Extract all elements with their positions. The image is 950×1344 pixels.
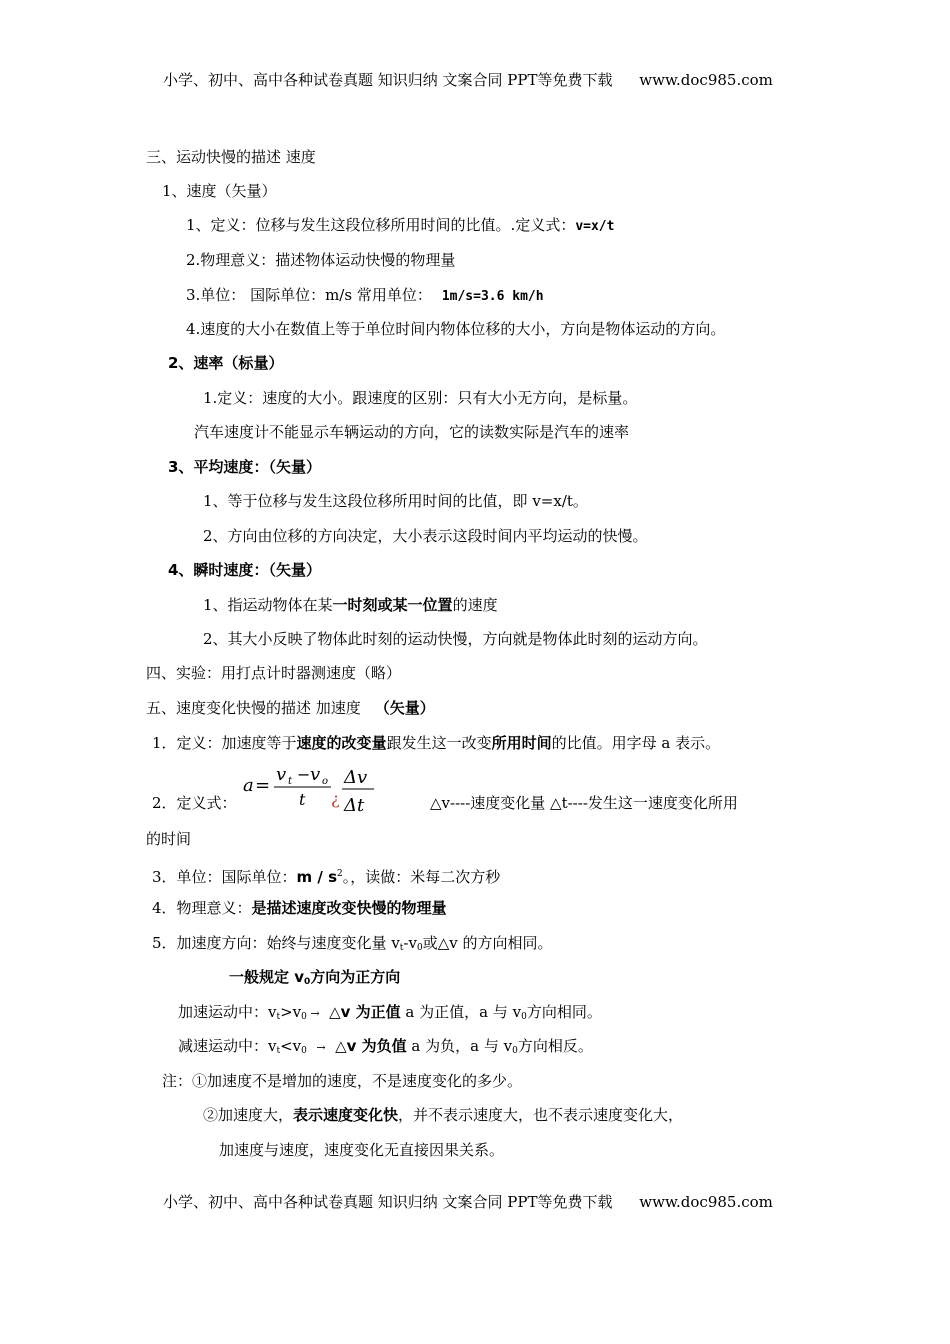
accelerating-motion [178, 1002, 602, 1027]
acc-motion-b: >v [280, 1003, 302, 1021]
acc-dir-c: 或△v 的方向相同。 [422, 934, 553, 952]
formula-delta-v: Δv [344, 767, 368, 788]
formula-eq: = [255, 775, 271, 796]
rule-a: 一般规定 v [229, 968, 305, 986]
formula-vo: v [310, 764, 321, 785]
dec-motion-bold: △v 为负值 [335, 1037, 407, 1055]
dec-motion-b: <v [280, 1037, 302, 1055]
dec-motion-arrow: → [312, 1041, 330, 1054]
acc-units-sup: 2 [337, 869, 343, 879]
note-2-c: ，并不表示速度大，也不表示速度变化大， [398, 1106, 684, 1124]
acc-units-value: m / s [296, 868, 338, 886]
acc-motion-bold: △v 为正值 [329, 1003, 401, 1021]
section-4-title: 四、实验：用打点计时器测速度（略） [146, 664, 402, 682]
dec-motion-s1: t [276, 1046, 281, 1056]
acc-motion-e: a 为正值，a 与 v [400, 1003, 522, 1021]
acc-meaning-a: 4．物理意义： [152, 899, 252, 917]
acc-motion-s3: 0 [521, 1012, 527, 1022]
dec-motion-f: 方向相反。 [517, 1037, 593, 1055]
rate-definition: 1.定义：速度的大小。跟速度的区别：只有大小无方向，是标量。 [203, 389, 638, 407]
speed-definition-text: 1、定义：位移与发生这段位移所用时间的比值。.定义式： [186, 216, 576, 234]
page-footer [163, 1192, 773, 1212]
rule-sub: 0 [304, 977, 311, 987]
formula-delta-t: Δt [344, 795, 365, 816]
section-3-title: 三、运动快慢的描述 速度 [146, 148, 316, 166]
speed-unit-conversion: 1m/s=3.6 km/h [441, 289, 544, 304]
note-1: 注：①加速度不是增加的速度，不是速度变化的多少。 [162, 1072, 523, 1090]
acceleration-direction [152, 933, 552, 958]
speed-formula: v=x/t [575, 219, 615, 234]
acceleration-units [152, 864, 500, 887]
note-2-a: ②加速度大， [203, 1106, 294, 1124]
acc-meaning-bold: 是描述速度改变快慢的物理量 [251, 899, 447, 917]
acc-motion-s2: 0 [301, 1012, 307, 1022]
dec-motion-s3: 0 [512, 1046, 518, 1056]
instant-speed-1-a: 1、指运动物体在某 [203, 596, 333, 614]
average-speed-1: 1、等于位移与发生这段位移所用时间的比值，即 v=x/t。 [203, 492, 588, 510]
formula-lhs: a [243, 775, 254, 796]
acc-def-c: 跟发生这一改变 [386, 734, 492, 752]
speed-magnitude: 4.速度的大小在数值上等于单位时间内物体位移的大小，方向是物体运动的方向。 [186, 320, 726, 338]
speed-definition [186, 215, 614, 237]
average-speed-2: 2、方向由位移的方向决定，大小表示这段时间内平均运动的快慢。 [203, 527, 648, 545]
formula-vo-sub: o [322, 776, 329, 787]
dec-motion-s2: 0 [301, 1046, 307, 1056]
footer-text: 小学、初中、高中各种试卷真题 知识归纳 文案合同 PPT等免费下载 [163, 1193, 613, 1211]
footer-site[interactable]: www.doc985.com [639, 1193, 773, 1211]
instant-speed-heading: 4、瞬时速度：（矢量） [168, 561, 321, 579]
acc-motion-s1: t [276, 1012, 281, 1022]
instant-speed-1-bold: 一时刻或某一位置 [332, 596, 453, 614]
section-5-title-text: 五、速度变化快慢的描述 加速度 [146, 699, 361, 717]
average-speed-heading: 3、平均速度：（矢量） [168, 458, 321, 476]
acceleration-formula-label: 2．定义式： [152, 794, 237, 812]
note-2-bold: 表示速度变化快 [293, 1106, 399, 1124]
formula-den: t [299, 790, 306, 809]
acc-dir-a: 5．加速度方向：始终与速度变化量 v [152, 934, 400, 952]
instant-speed-1-c: 的速度 [452, 596, 498, 614]
formula-vt-sub: t [288, 776, 293, 787]
page-header [163, 70, 773, 90]
instant-speed-1 [203, 595, 498, 615]
formula-minus: − [297, 765, 311, 784]
header-text: 小学、初中、高中各种试卷真题 知识归纳 文案合同 PPT等免费下载 [163, 71, 613, 89]
dec-motion-a: 减速运动中：v [178, 1037, 277, 1055]
formula-vt: v [276, 764, 287, 785]
acc-units-c: 。，读做：米每二次方秒 [342, 868, 501, 886]
acceleration-definition [152, 733, 720, 753]
rate-note: 汽车速度计不能显示车辆运动的方向，它的读数实际是汽车的速率 [194, 423, 630, 441]
acc-motion-a: 加速运动中：v [178, 1003, 277, 1021]
speed-units-text: 3.单位： 国际单位：m/s 常用单位： [186, 286, 432, 304]
formula-glyph: ¿ [331, 789, 340, 808]
header-site[interactable]: www.doc985.com [639, 71, 773, 89]
decelerating-motion [178, 1036, 593, 1061]
note-2 [203, 1105, 683, 1125]
acceleration-meaning [152, 898, 447, 918]
section-5-vector: （矢量） [374, 699, 435, 717]
acc-def-e: 的比值。用字母 a 表示。 [551, 734, 721, 752]
formula-explanation-cont: 的时间 [146, 830, 192, 848]
acc-motion-arrow: → [306, 1007, 324, 1020]
speed-meaning: 2.物理意义：描述物体运动快慢的物理量 [186, 251, 456, 269]
instant-speed-2: 2、其大小反映了物体此时刻的运动快慢，方向就是物体此时刻的运动方向。 [203, 630, 708, 648]
acc-motion-f: 方向相同。 [526, 1003, 602, 1021]
acc-def-a: 1．定义：加速度等于 [152, 734, 297, 752]
acc-dir-sub1: t [399, 943, 404, 953]
note-3: 加速度与速度，速度变化无直接因果关系。 [219, 1141, 505, 1159]
rate-heading: 2、速率（标量） [168, 354, 284, 372]
acc-dir-sub2: 0 [416, 943, 423, 953]
acceleration-formula [243, 762, 383, 822]
acc-def-bold-1: 速度的改变量 [296, 734, 387, 752]
acc-units-a: 3．单位：国际单位： [152, 868, 297, 886]
speed-units [186, 285, 544, 307]
acc-dir-b: -v [403, 934, 417, 952]
rule-b: 方向为正方向 [310, 968, 401, 986]
section-5-title [146, 698, 435, 718]
formula-explanation: △v----速度变化量 △t----发生这一速度变化所用 [430, 794, 738, 812]
positive-direction-rule [229, 967, 400, 992]
acc-def-bold-2: 所用时间 [491, 734, 552, 752]
speed-heading: 1、速度（矢量） [162, 182, 277, 200]
dec-motion-e: a 为负，a 与 v [406, 1037, 513, 1055]
